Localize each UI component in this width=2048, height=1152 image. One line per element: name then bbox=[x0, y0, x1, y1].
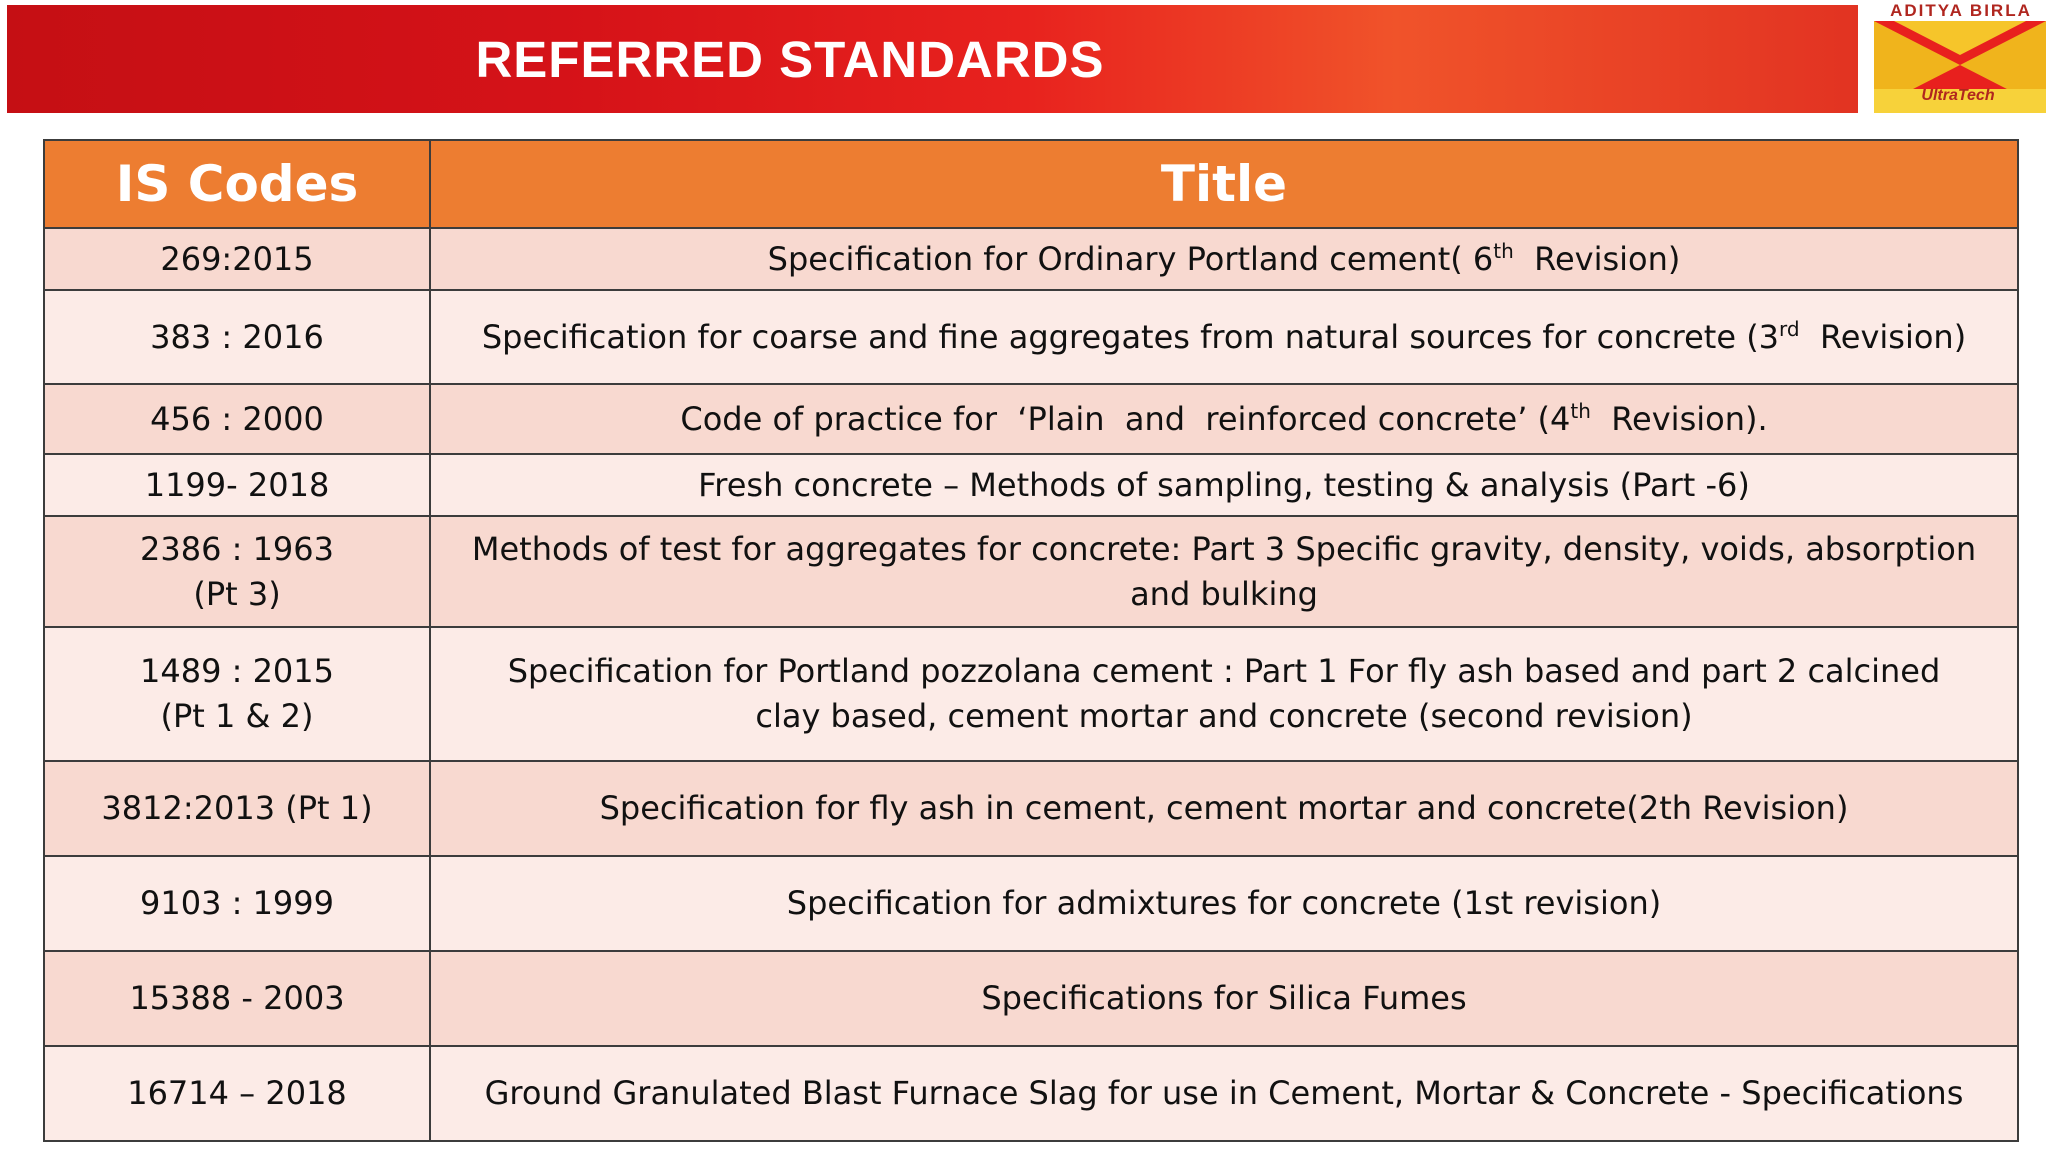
table-row bbox=[44, 627, 2018, 761]
table-row bbox=[44, 384, 2018, 454]
title-cell: Specification for fly ash in cement, cement mortar and concrete(2th Revision) bbox=[430, 761, 2018, 856]
page-title: REFERRED STANDARDS bbox=[475, 30, 1105, 88]
title-cell: Code of practice for ‘Plain and reinforced concrete’ (4th Revision). bbox=[430, 384, 2018, 454]
table-row bbox=[44, 1046, 2018, 1141]
title-cell: Specification for Ordinary Portland cement( 6th Revision) bbox=[430, 228, 2018, 290]
is-code-cell: 269:2015 bbox=[44, 228, 430, 290]
title-cell: Specification for admixtures for concrete (1st revision) bbox=[430, 856, 2018, 951]
logo-company-name: ADITYA BIRLA bbox=[1890, 1, 2032, 20]
is-code-cell: 3812:2013 (Pt 1) bbox=[44, 761, 430, 856]
is-code-cell: 1199- 2018 bbox=[44, 454, 430, 516]
company-logo bbox=[1872, 0, 2048, 114]
column-header-title: Title bbox=[430, 140, 2018, 228]
table-row bbox=[44, 454, 2018, 516]
title-cell: Fresh concrete – Methods of sampling, testing & analysis (Part -6) bbox=[430, 454, 2018, 516]
table-row bbox=[44, 761, 2018, 856]
title-cell: Specifications for Silica Fumes bbox=[430, 951, 2018, 1046]
logo-brand-name: UltraTech bbox=[1921, 87, 1995, 104]
title-cell: Methods of test for aggregates for concrete: Part 3 Specific gravity, density, voids, absorption and bulking bbox=[430, 516, 2018, 627]
table-row bbox=[44, 856, 2018, 951]
is-code-cell: 456 : 2000 bbox=[44, 384, 430, 454]
column-header-is-codes: IS Codes bbox=[44, 140, 430, 228]
title-cell: Ground Granulated Blast Furnace Slag for use in Cement, Mortar & Concrete - Specifications bbox=[430, 1046, 2018, 1141]
title-banner bbox=[7, 5, 1858, 113]
table-row bbox=[44, 951, 2018, 1046]
is-code-cell: 16714 – 2018 bbox=[44, 1046, 430, 1141]
is-code-cell: 2386 : 1963 (Pt 3) bbox=[44, 516, 430, 627]
is-code-cell: 15388 - 2003 bbox=[44, 951, 430, 1046]
table-header-row bbox=[44, 140, 2018, 228]
is-code-cell: 9103 : 1999 bbox=[44, 856, 430, 951]
is-code-cell: 1489 : 2015 (Pt 1 & 2) bbox=[44, 627, 430, 761]
title-cell: Specification for Portland pozzolana cement : Part 1 For fly ash based and part 2 calcined clay based, cement mortar and concrete (second revision) bbox=[430, 627, 2018, 761]
table-row bbox=[44, 228, 2018, 290]
table-row bbox=[44, 516, 2018, 627]
is-code-cell: 383 : 2016 bbox=[44, 290, 430, 384]
standards-table bbox=[43, 139, 2019, 1142]
title-cell: Specification for coarse and fine aggregates from natural sources for concrete (3rd Revision) bbox=[430, 290, 2018, 384]
table-row bbox=[44, 290, 2018, 384]
